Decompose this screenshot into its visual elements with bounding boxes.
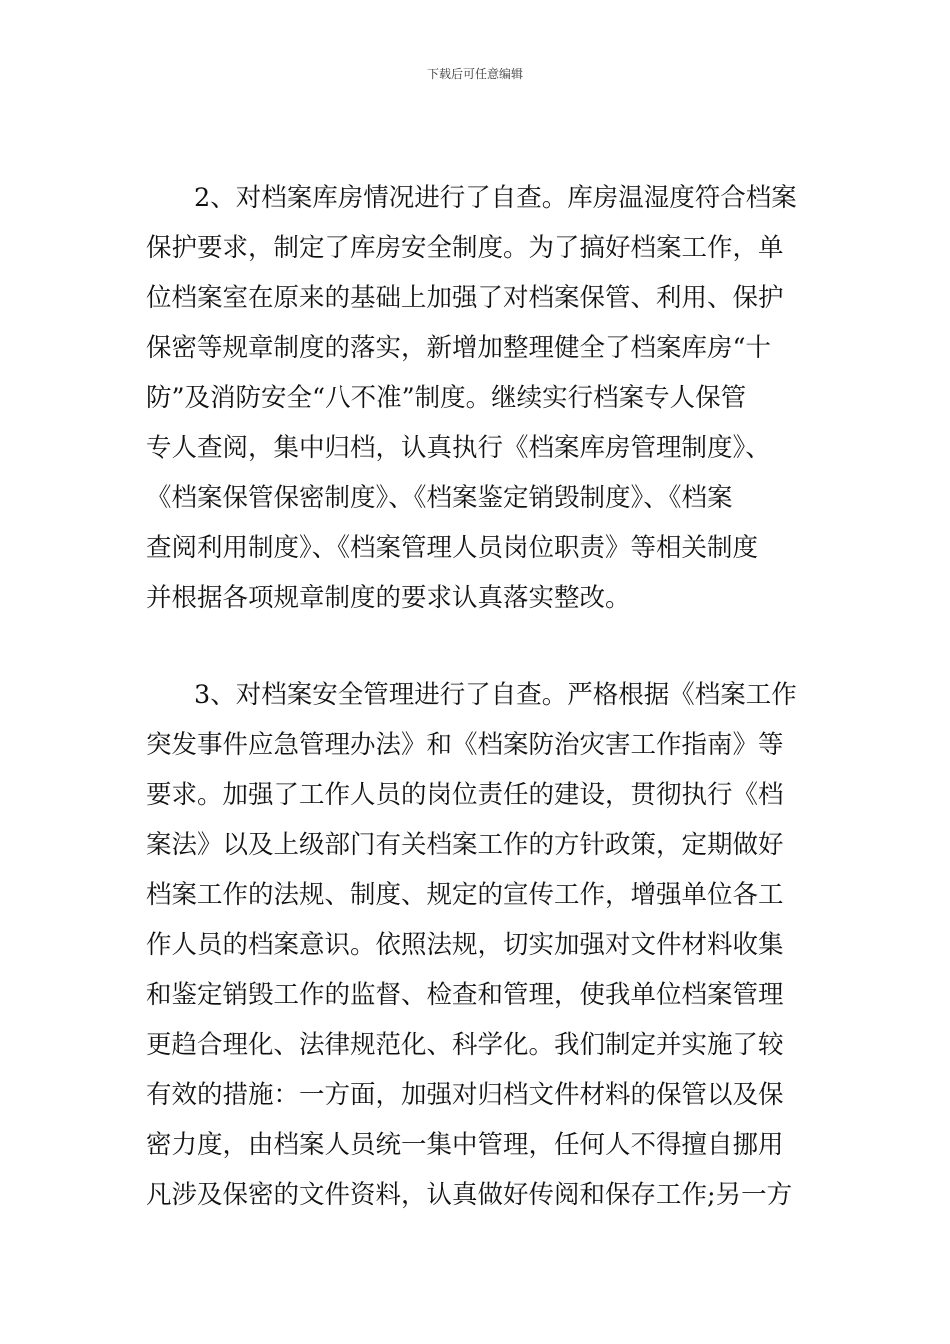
paragraph-line: 并根据各项规章制度的要求认真落实整改。 xyxy=(146,583,631,613)
paragraph-line: 有效的措施：一方面，加强对归档文件材料的保管以及保 xyxy=(146,1080,784,1110)
page-header: 下载后可任意编辑 xyxy=(426,67,523,81)
paragraph-line: 要求。加强了工作人员的岗位责任的建设，贯彻执行《档 xyxy=(146,780,784,810)
paragraph-line: 2、对档案库房情况进行了自查。库房温湿度符合档案 xyxy=(194,183,797,213)
paragraph-line: 案法》以及上级部门有关档案工作的方针政策，定期做好 xyxy=(146,830,784,860)
paragraph-line: 保护要求，制定了库房安全制度。为了搞好档案工作，单 xyxy=(146,233,784,263)
paragraph-line: 专人查阅，集中归档，认真执行《档案库房管理制度》、 xyxy=(146,433,771,463)
paragraph-line: 和鉴定销毁工作的监督、检查和管理，使我单位档案管理 xyxy=(146,980,784,1010)
paragraph-line: 3、对档案安全管理进行了自查。严格根据《档案工作 xyxy=(194,680,797,710)
paragraph-line: 密力度，由档案人员统一集中管理，任何人不得擅自挪用 xyxy=(146,1130,784,1160)
paragraph-line: 《档案保管保密制度》、《档案鉴定销毁制度》、《档案 xyxy=(146,483,733,513)
paragraph-line: 保密等规章制度的落实，新增加整理健全了档案库房“十 xyxy=(146,333,772,363)
paragraph-line: 位档案室在原来的基础上加强了对档案保管、利用、保护 xyxy=(146,283,784,313)
paragraph-line: 更趋合理化、法律规范化、科学化。我们制定并实施了较 xyxy=(146,1030,784,1060)
paragraph-line: 作人员的档案意识。依照法规，切实加强对文件材料收集 xyxy=(146,930,784,960)
paragraph-line: 防”及消防安全“八不准”制度。继续实行档案专人保管 xyxy=(146,383,747,413)
paragraph-line: 档案工作的法规、制度、规定的宣传工作，增强单位各工 xyxy=(146,880,784,910)
paragraph-2 xyxy=(146,173,808,623)
paragraph-line: 凡涉及保密的文件资料，认真做好传阅和保存工作;另一方 xyxy=(146,1180,793,1210)
paragraph-line: 突发事件应急管理办法》和《档案防治灾害工作指南》等 xyxy=(146,730,784,760)
paragraph-line: 查阅利用制度》、《档案管理人员岗位职责》等相关制度 xyxy=(146,533,759,563)
paragraph-3 xyxy=(146,670,808,1220)
